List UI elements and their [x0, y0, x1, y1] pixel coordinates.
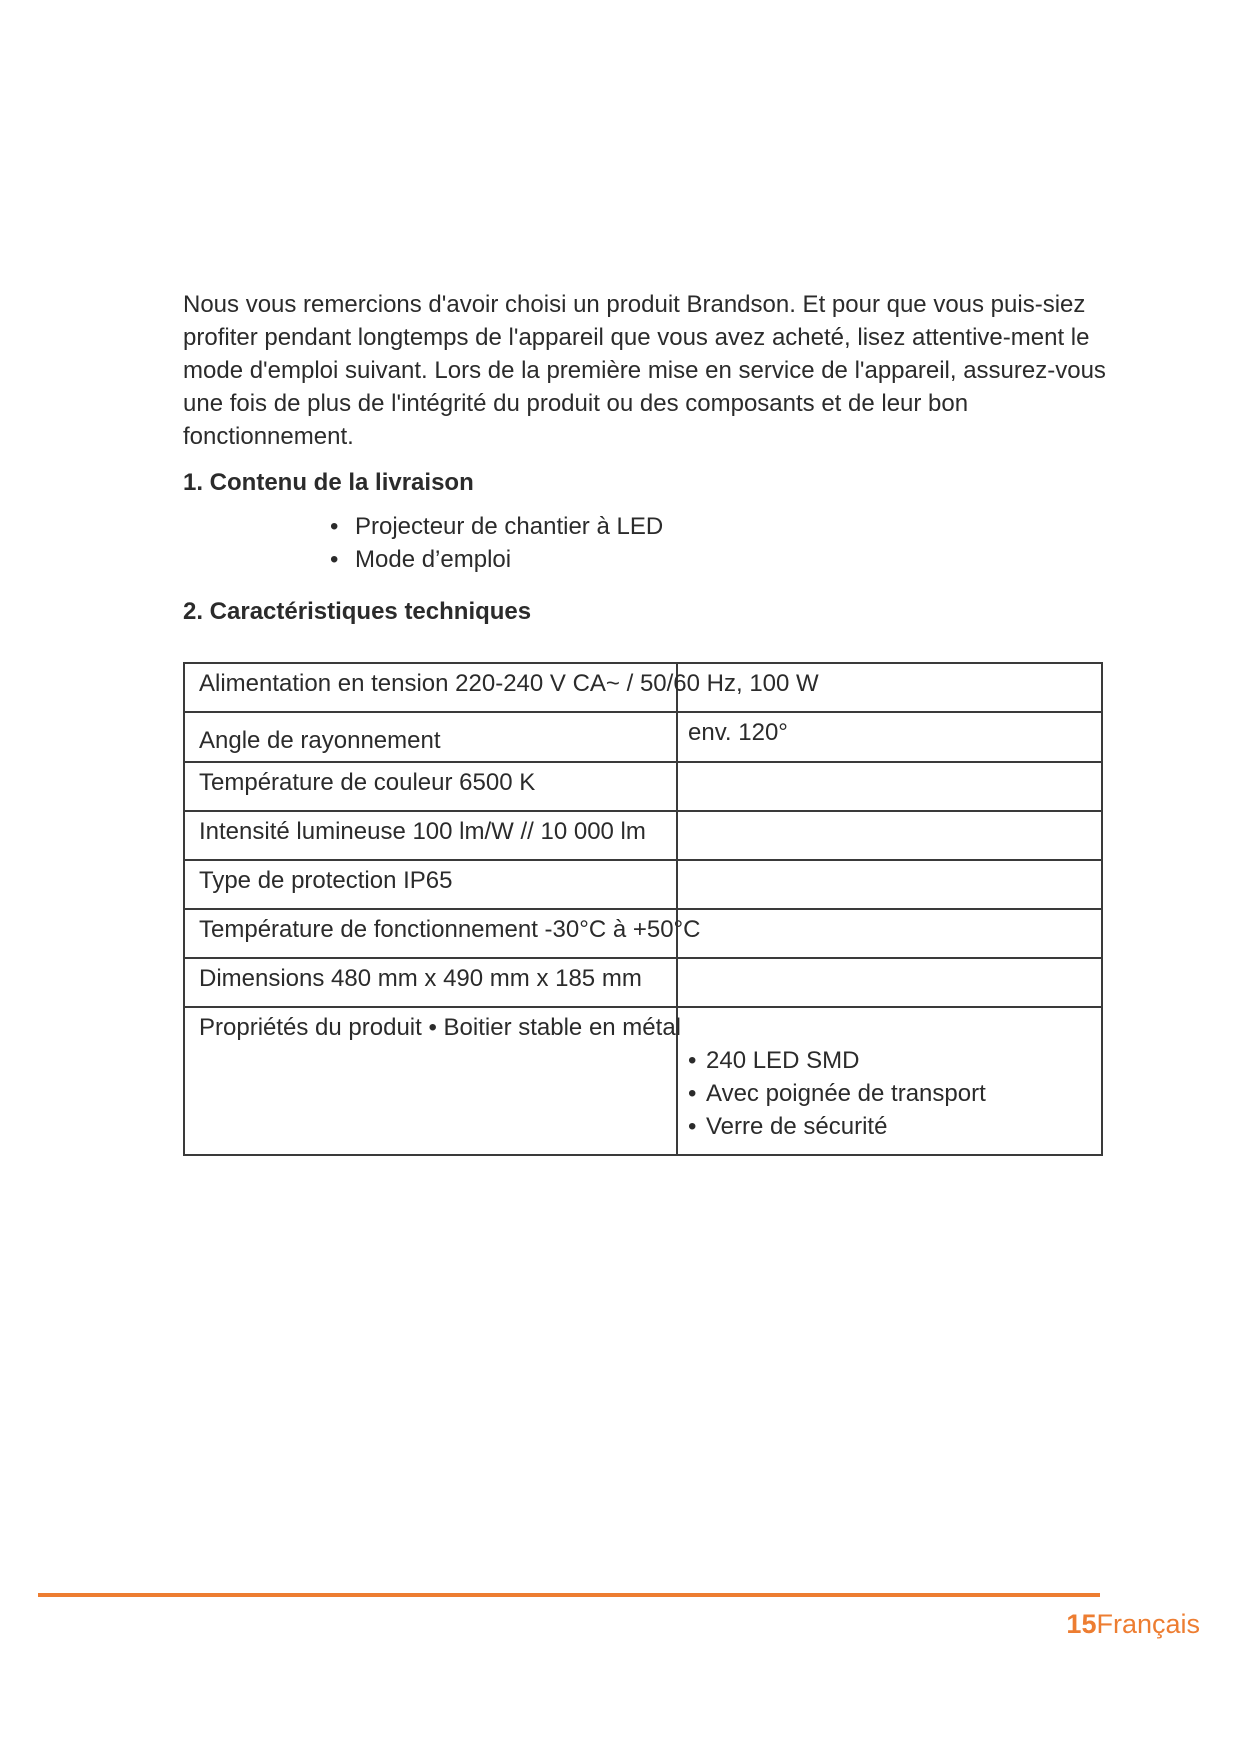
spec-value [677, 909, 1102, 958]
table-row [184, 958, 1102, 1007]
spec-label: Angle de rayonnement [184, 712, 677, 762]
spec-label: Alimentation en tension 220-240 V CA~ / 50/60 Hz, 100 W [184, 663, 677, 712]
spec-value [677, 762, 1102, 811]
footer-language: Français [1096, 1609, 1200, 1639]
spec-value [677, 860, 1102, 909]
table-row [184, 762, 1102, 811]
table-row [184, 909, 1102, 958]
list-item: • 240 LED SMD [688, 1044, 1087, 1077]
page-number: 15 [1066, 1609, 1097, 1639]
list-item: • Projecteur de chantier à LED [330, 510, 663, 543]
footer-divider [38, 1593, 1100, 1597]
spec-value [677, 958, 1102, 1007]
table-row [184, 663, 1102, 712]
spec-label: Intensité lumineuse 100 lm/W // 10 000 lm [184, 811, 677, 860]
section-heading-delivery: 1. Contenu de la livraison [183, 469, 474, 496]
spec-label: Type de protection IP65 [184, 860, 677, 909]
page-footer [1066, 1609, 1200, 1640]
intro-paragraph: Nous vous remercions d'avoir choisi un produit Brandson. Et pour que vous puis-siez profiter pendant longtemps de l'appareil que vous avez acheté, lisez attentive-ment le mode d'emploi suivant. Lors de la première mise en service de l'appareil, assurez-vous une fois de plus de l'intégrité du produit ou des composants et de leur bon fonctionnement. [183, 291, 1106, 450]
spec-value: env. 120° [677, 712, 1102, 762]
spec-value [677, 811, 1102, 860]
table-row [184, 712, 1102, 762]
table-row [184, 860, 1102, 909]
list-item: • Verre de sécurité [688, 1110, 1087, 1143]
properties-list [688, 1044, 1087, 1143]
section-heading-specs: 2. Caractéristiques techniques [183, 598, 532, 625]
table-row [184, 1007, 1102, 1155]
spec-value [677, 1007, 1102, 1155]
list-item: • Avec poignée de transport [688, 1077, 1087, 1110]
list-item: • Mode d’emploi [330, 543, 663, 576]
spec-label: Dimensions 480 mm x 490 mm x 185 mm [184, 958, 677, 1007]
spec-label: Température de fonctionnement -30°C à +50°C [184, 909, 677, 958]
spec-label: Propriétés du produit • Boitier stable en métal [184, 1007, 677, 1155]
delivery-list [330, 510, 663, 576]
table-row [184, 811, 1102, 860]
specs-table [183, 662, 1103, 1156]
spec-label: Température de couleur 6500 K [184, 762, 677, 811]
